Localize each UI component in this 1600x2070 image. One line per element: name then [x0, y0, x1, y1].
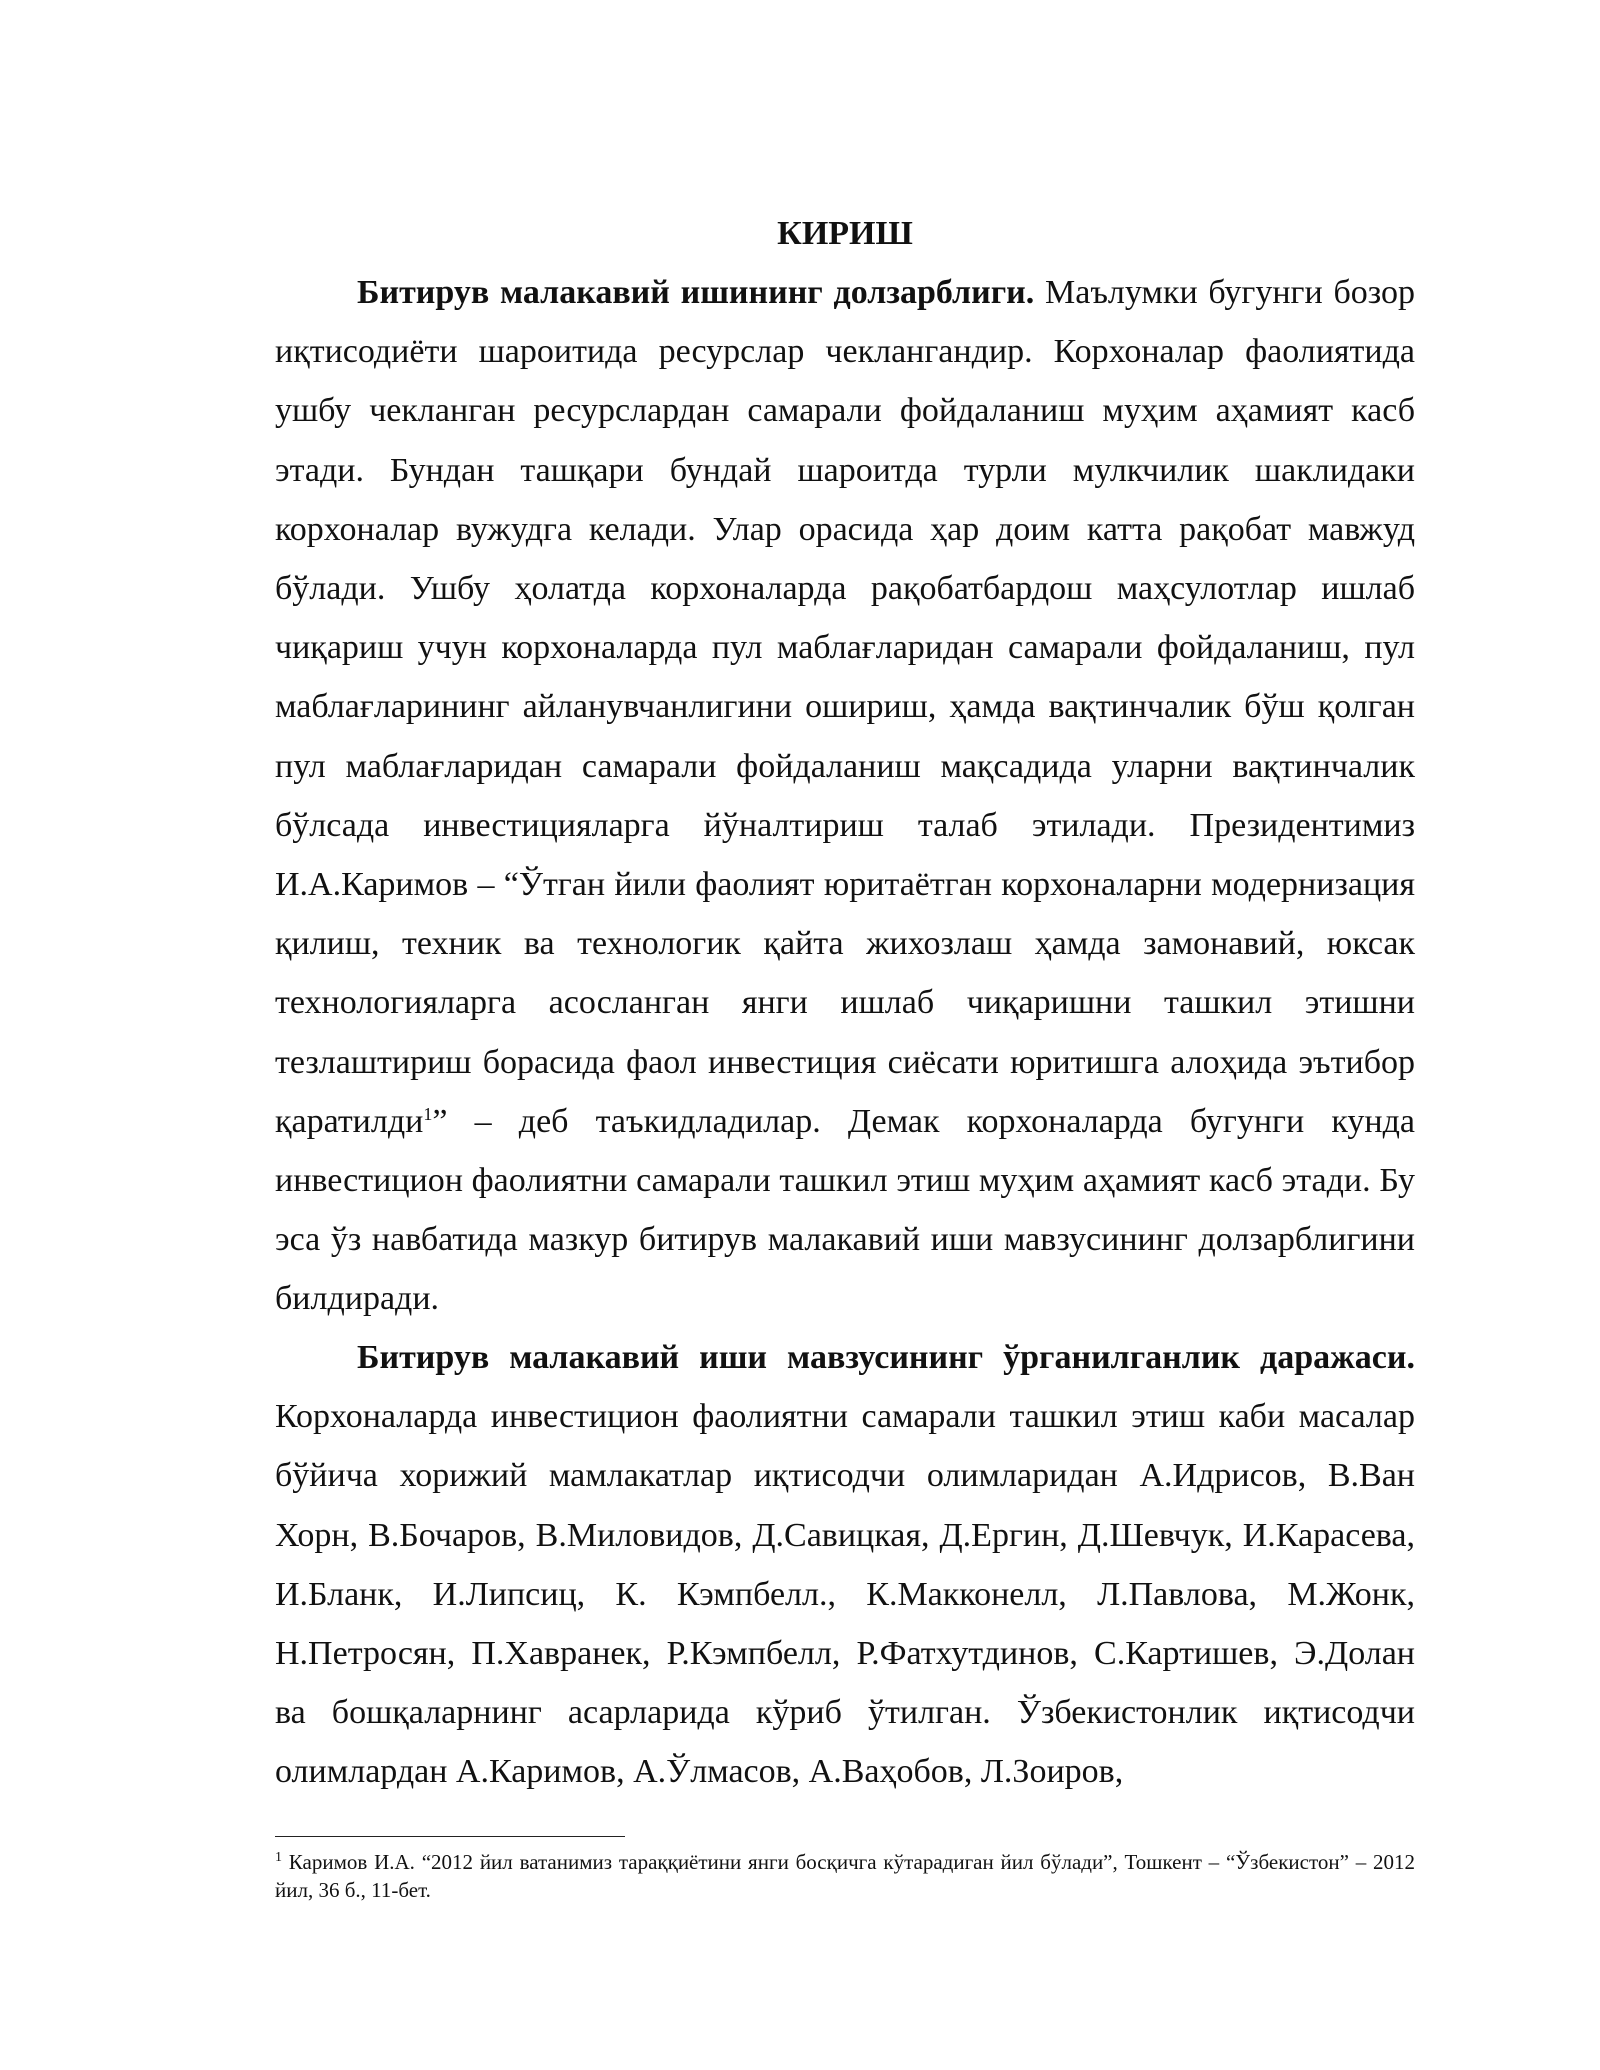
paragraph-body: Корхоналарда инвестицион фаолиятни самарали ташкил этиш каби масалар бўйича хорижий мамлакатлар иқтисодчи олимларидан А.Идрисов, В.Ван Хорн, В.Бочаров, В.Миловидов, Д.Савицкая, Д.Ергин, Д.Шевчук, И.Карасева, И.Бланк, И.Липсиц, К. Кэмпбелл., К.Макконелл, Л.Павлова, М.Жонк, Н.Петросян, П.Хавранек, Р.Кэмпбелл, Р.Фатхутдинов, С.Картишев, Э.Долан ва бошқаларнинг асарларида кўриб ўтилган. Ўзбекистонлик иқтисодчи олимлардан А.Каримов, А.Ўлмасов, А.Ваҳобов, Л.Зоиров, — [275, 1398, 1415, 1791]
footnote — [275, 1848, 1415, 1904]
footnote-mark: 1 — [275, 1850, 282, 1865]
paragraph-study-degree — [275, 1328, 1415, 1802]
paragraph-relevance — [275, 263, 1415, 1329]
footnote-separator — [275, 1836, 625, 1837]
paragraph-body: Маълумки бугунги бозор иқтисодиёти шароитида ресурслар чеклангандир. Корхоналар фаолиятида ушбу чекланган ресурслардан самарали фойдаланиш муҳим аҳамият касб этади. Бундан ташқари бундай шароитда турли мулкчилик шаклидаки корхоналар вужудга келади. Улар орасида ҳар доим катта рақобат мавжуд бўлади. Ушбу ҳолатда корхоналарда рақобатбардош маҳсулотлар ишлаб чиқариш учун корхоналарда пул маблағларидан самарали фойдаланиш, пул маблағларининг айланувчанлигини ошириш, ҳамда вақтинчалик бўш қолган пул маблағларидан самарали фойдаланиш мақсадида уларни вақтинчалик бўлсада инвестицияларга йўналтириш талаб этилади. Президентимиз И.А.Каримов – “Ўтган йили фаолият юритаётган корхоналарни модернизация қилиш, техник ва технологик қайта жихозлаш ҳамда замонавий, юксак технологияларга асосланган янги ишлаб чиқаришни ташкил этишни тезлаштириш борасида фаол инвестиция сиёсати юритишга алоҳида эътибор қаратилди — [275, 274, 1415, 1140]
footnote-reference: 1 — [423, 1103, 433, 1124]
paragraph-lead-relevance: Битирув малакавий ишининг долзарблиги. — [357, 274, 1035, 311]
footnote-text: Каримов И.А. “2012 йил ватанимиз тараққиётини янги босқичга кўтарадиган йил бўлади”, Тошкент – “Ўзбекистон” – 2012 йил, 36 б., 11-бет. — [275, 1850, 1415, 1902]
section-heading: КИРИШ — [777, 215, 913, 252]
paragraph-body-continued: ” – деб таъкидладилар. Демак корхоналарда бугунги кунда инвестицион фаолиятни самарали ташкил этиш муҳим аҳамият касб этади. Бу эса ўз навбатида мазкур битирув малакавий иши мавзусининг долзарблигини билдиради. — [275, 1102, 1415, 1318]
paragraph-lead-study-degree: Битирув малакавий иши мавзусининг ўрганилганлик даражаси. — [357, 1339, 1415, 1376]
